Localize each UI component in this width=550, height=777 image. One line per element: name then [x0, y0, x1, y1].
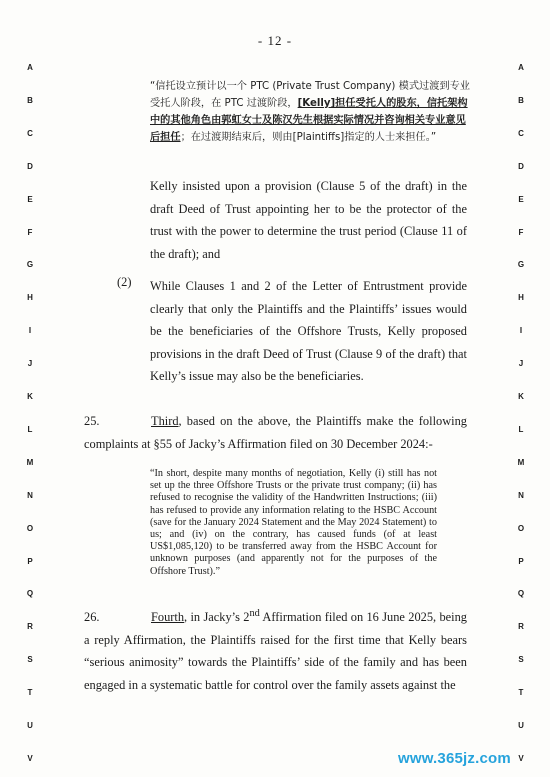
margin-letter-p: P [27, 556, 33, 566]
margin-letter-o: O [26, 523, 34, 533]
margin-letter-q: Q [26, 589, 34, 599]
margin-letter-k: K [518, 392, 524, 401]
margin-letter-f: F [518, 227, 524, 237]
margin-letter-r: R [518, 622, 524, 632]
margin-letter-h: H [518, 293, 524, 303]
affirmation-block-quote: “In short, despite many months of negotiation, Kelly (i) still has not set up the three Offshore Trusts or the private trust company; (ii) has refused to recognise the validity of the Handwritten Instructions; (iii) has refused to provide any information relating to the HSBC Account (save for the January 2024 Statement and the May 2024 Statement) to us; and (iv) on the contrary, has caused funds (of at least US$1,085,120) to be transferred away from the HSBC Account for unknown purposes (and apparently not for the purposes of the Offshore Trust).” [150, 468, 437, 577]
margin-letter-n: N [518, 490, 524, 500]
margin-letter-m: M [26, 457, 34, 467]
sub-item-number: (2) [117, 275, 132, 289]
paragraph-25-lead: Third [151, 414, 179, 428]
margin-letter-l: L [518, 424, 524, 434]
margin-letter-m: M [517, 457, 525, 467]
margin-letter-t: T [518, 688, 524, 698]
paragraph-26-sup: nd [249, 608, 260, 619]
margin-letter-h: H [27, 293, 33, 303]
margin-letter-l: L [27, 424, 33, 434]
margin-letter-s: S [518, 655, 524, 665]
margin-letter-d: D [518, 161, 524, 171]
margin-letter-j: J [27, 359, 33, 369]
site-watermark: www.365jz.com [398, 750, 511, 767]
margin-letter-f: F [27, 227, 33, 237]
margin-letter-u: U [518, 721, 524, 730]
paragraph-25 [84, 410, 467, 455]
paragraph-25-number: 25. [84, 414, 100, 428]
paragraph-26-text-b: Affirmation filed on 16 June 2025, being a reply Affirmation, the Plaintiffs raised for the first time that Kelly bears “serious animosity” towards the Plaintiffs’ side of the family and has been engaged in a systematic battle for control over the family assets against the [84, 610, 467, 692]
margin-letter-e: E [518, 194, 524, 204]
sub-item-text: While Clauses 1 and 2 of the Letter of Entrustment provide clearly that only the Plaintiffs and the Plaintiffs’ issues would be the beneficiaries of the Offshore Trusts, Kelly proposed provisions in the draft Deed of Trust (Clause 9 of the draft) that Kelly’s issue may also be the beneficiaries. [150, 279, 467, 383]
margin-letter-c: C [27, 128, 33, 138]
margin-letter-e: E [27, 194, 33, 204]
margin-letter-i: I [28, 326, 32, 336]
margin-letter-u: U [27, 721, 33, 730]
margin-letter-c: C [518, 128, 524, 138]
margin-letter-a: A [518, 63, 524, 72]
page-number: - 12 - [257, 33, 293, 48]
paragraph-26-number: 26. [84, 610, 100, 625]
margin-letter-g: G [517, 260, 525, 270]
margin-letter-i: I [519, 326, 523, 336]
paragraph-26-lead: Fourth [151, 610, 185, 625]
margin-letter-k: K [27, 392, 33, 401]
margin-letter-b: B [518, 95, 524, 105]
paragraph-26 [84, 603, 467, 696]
margin-letter-p: P [518, 556, 524, 566]
margin-letter-v: V [27, 753, 33, 763]
kelly-protector-paragraph: Kelly insisted upon a provision (Clause 5 of the draft) in the draft Deed of Trust appointing her to be the protector of the trust with the power to determine the trust period (Clause 11 of the draft); and [150, 179, 467, 261]
margin-letter-a: A [27, 63, 33, 72]
margin-letter-v: V [518, 753, 524, 763]
margin-letter-n: N [27, 490, 33, 500]
margin-letter-t: T [27, 688, 33, 698]
margin-letter-o: O [517, 523, 525, 533]
paragraph-25-text: , based on the above, the Plaintiffs make the following complaints at §55 of Jacky’s Affirmation filed on 30 December 2024:- [84, 414, 467, 451]
chinese-quote-open: “信托设立预计以一个 PTC (Private Trust Company) 模式过渡到专业受托人阶段，在 PTC 过渡阶段， [150, 81, 470, 109]
chinese-quote [150, 78, 472, 146]
chinese-quote-emphasis: [Kelly]担任受托人的股东，信托架构中的其他角色由郭虹女士及陈汉先生根据实际情况并咨询相关专业意见后担任 [150, 98, 468, 143]
margin-letter-q: Q [517, 589, 525, 599]
margin-letter-r: R [27, 622, 33, 632]
margin-letter-b: B [27, 95, 33, 105]
margin-letter-s: S [27, 655, 33, 665]
margin-letter-d: D [27, 161, 33, 171]
margin-letter-g: G [26, 260, 34, 270]
paragraph-26-text-a: , in Jacky’s 2 [184, 610, 250, 625]
margin-letter-j: J [518, 359, 524, 369]
chinese-quote-close: ；在过渡期结束后，则由[Plaintiffs]指定的人士来担任。” [180, 132, 437, 143]
